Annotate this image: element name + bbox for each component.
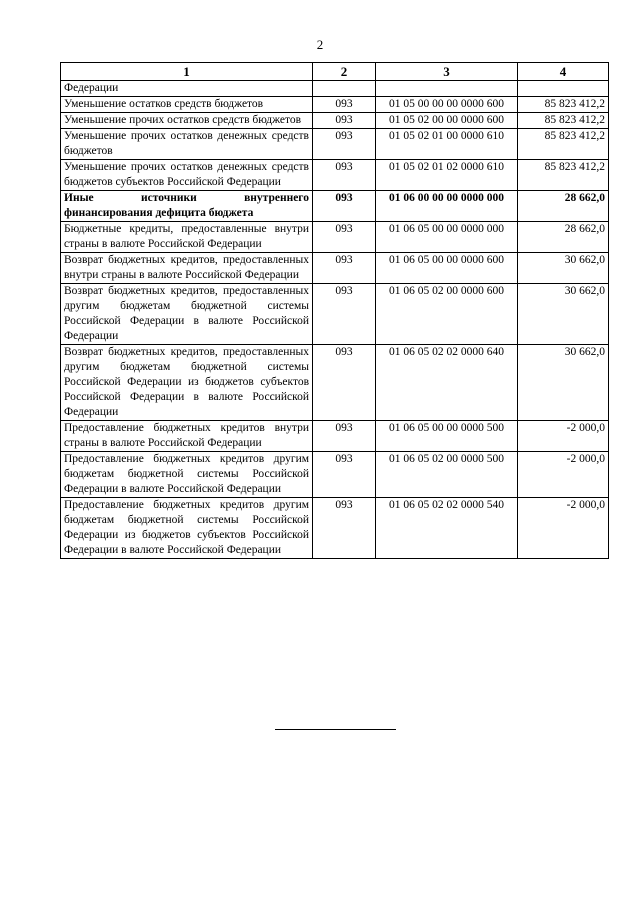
table-row bbox=[61, 222, 609, 253]
row-name-cell: Уменьшение прочих остатков денежных средств бюджетов субъектов Российской Федерации bbox=[61, 160, 313, 191]
row-code-cell: 093 bbox=[313, 284, 376, 345]
row-code-cell: 093 bbox=[313, 345, 376, 421]
row-amount-cell: 30 662,0 bbox=[518, 253, 609, 284]
table-row bbox=[61, 452, 609, 498]
row-account-cell: 01 05 02 01 00 0000 610 bbox=[376, 129, 518, 160]
row-code-cell: 093 bbox=[313, 191, 376, 222]
row-name-cell: Уменьшение прочих остатков средств бюджетов bbox=[61, 113, 313, 129]
row-account-cell: 01 06 05 00 00 0000 600 bbox=[376, 253, 518, 284]
table-row bbox=[61, 129, 609, 160]
row-account-cell: 01 06 00 00 00 0000 000 bbox=[376, 191, 518, 222]
row-amount-cell: 85 823 412,2 bbox=[518, 160, 609, 191]
table-row bbox=[61, 81, 609, 97]
row-amount-cell: 28 662,0 bbox=[518, 222, 609, 253]
row-code-cell: 093 bbox=[313, 421, 376, 452]
row-name-cell: Предоставление бюджетных кредитов внутри страны в валюте Российской Федерации bbox=[61, 421, 313, 452]
column-header-3: 3 bbox=[376, 63, 518, 81]
row-name-cell: Возврат бюджетных кредитов, предоставленных другим бюджетам бюджетной системы Российской Федерации в валюте Российской Федерации bbox=[61, 284, 313, 345]
row-account-cell: 01 06 05 02 02 0000 640 bbox=[376, 345, 518, 421]
table-row bbox=[61, 284, 609, 345]
row-account-cell: 01 06 05 02 00 0000 600 bbox=[376, 284, 518, 345]
row-name-cell: Иные источники внутреннего финансирования дефицита бюджета bbox=[61, 191, 313, 222]
row-code-cell: 093 bbox=[313, 113, 376, 129]
table-row bbox=[61, 498, 609, 559]
row-account-cell: 01 06 05 02 00 0000 500 bbox=[376, 452, 518, 498]
column-header-2: 2 bbox=[313, 63, 376, 81]
row-amount-cell bbox=[518, 81, 609, 97]
row-code-cell: 093 bbox=[313, 253, 376, 284]
row-name-cell: Возврат бюджетных кредитов, предоставленных другим бюджетам бюджетной системы Российской Федерации из бюджетов субъектов Российской Федерации в валюте Российской Федерации bbox=[61, 345, 313, 421]
budget-sources-table bbox=[60, 62, 609, 559]
row-code-cell bbox=[313, 81, 376, 97]
page-number: 2 bbox=[316, 37, 324, 52]
row-name-cell: Предоставление бюджетных кредитов другим бюджетам бюджетной системы Российской Федерации в валюте Российской Федерации bbox=[61, 452, 313, 498]
row-amount-cell: 85 823 412,2 bbox=[518, 129, 609, 160]
row-amount-cell: 30 662,0 bbox=[518, 284, 609, 345]
row-code-cell: 093 bbox=[313, 498, 376, 559]
row-account-cell: 01 06 05 00 00 0000 000 bbox=[376, 222, 518, 253]
row-account-cell: 01 06 05 00 00 0000 500 bbox=[376, 421, 518, 452]
row-code-cell: 093 bbox=[313, 97, 376, 113]
table-row bbox=[61, 345, 609, 421]
closing-rule bbox=[275, 729, 396, 730]
row-amount-cell: 30 662,0 bbox=[518, 345, 609, 421]
row-amount-cell: -2 000,0 bbox=[518, 421, 609, 452]
row-account-cell bbox=[376, 81, 518, 97]
table-row bbox=[61, 421, 609, 452]
row-amount-cell: -2 000,0 bbox=[518, 498, 609, 559]
row-amount-cell: -2 000,0 bbox=[518, 452, 609, 498]
row-code-cell: 093 bbox=[313, 160, 376, 191]
table-row bbox=[61, 191, 609, 222]
table-row bbox=[61, 97, 609, 113]
table-row bbox=[61, 113, 609, 129]
row-amount-cell: 85 823 412,2 bbox=[518, 97, 609, 113]
row-amount-cell: 85 823 412,2 bbox=[518, 113, 609, 129]
row-account-cell: 01 05 02 01 02 0000 610 bbox=[376, 160, 518, 191]
row-name-cell: Бюджетные кредиты, предоставленные внутри страны в валюте Российской Федерации bbox=[61, 222, 313, 253]
row-account-cell: 01 05 00 00 00 0000 600 bbox=[376, 97, 518, 113]
row-amount-cell: 28 662,0 bbox=[518, 191, 609, 222]
row-code-cell: 093 bbox=[313, 222, 376, 253]
table-row bbox=[61, 160, 609, 191]
row-name-cell: Уменьшение остатков средств бюджетов bbox=[61, 97, 313, 113]
column-header-4: 4 bbox=[518, 63, 609, 81]
row-name-cell: Возврат бюджетных кредитов, предоставленных внутри страны в валюте Российской Федерации bbox=[61, 253, 313, 284]
row-name-cell: Федерации bbox=[61, 81, 313, 97]
column-header-1: 1 bbox=[61, 63, 313, 81]
row-name-cell: Предоставление бюджетных кредитов другим бюджетам бюджетной системы Российской Федерации из бюджетов субъектов Российской Федерации в валюте Российской Федерации bbox=[61, 498, 313, 559]
table-row bbox=[61, 253, 609, 284]
row-code-cell: 093 bbox=[313, 452, 376, 498]
row-account-cell: 01 05 02 00 00 0000 600 bbox=[376, 113, 518, 129]
row-account-cell: 01 06 05 02 02 0000 540 bbox=[376, 498, 518, 559]
row-name-cell: Уменьшение прочих остатков денежных средств бюджетов bbox=[61, 129, 313, 160]
row-code-cell: 093 bbox=[313, 129, 376, 160]
table-header-row bbox=[61, 63, 609, 81]
